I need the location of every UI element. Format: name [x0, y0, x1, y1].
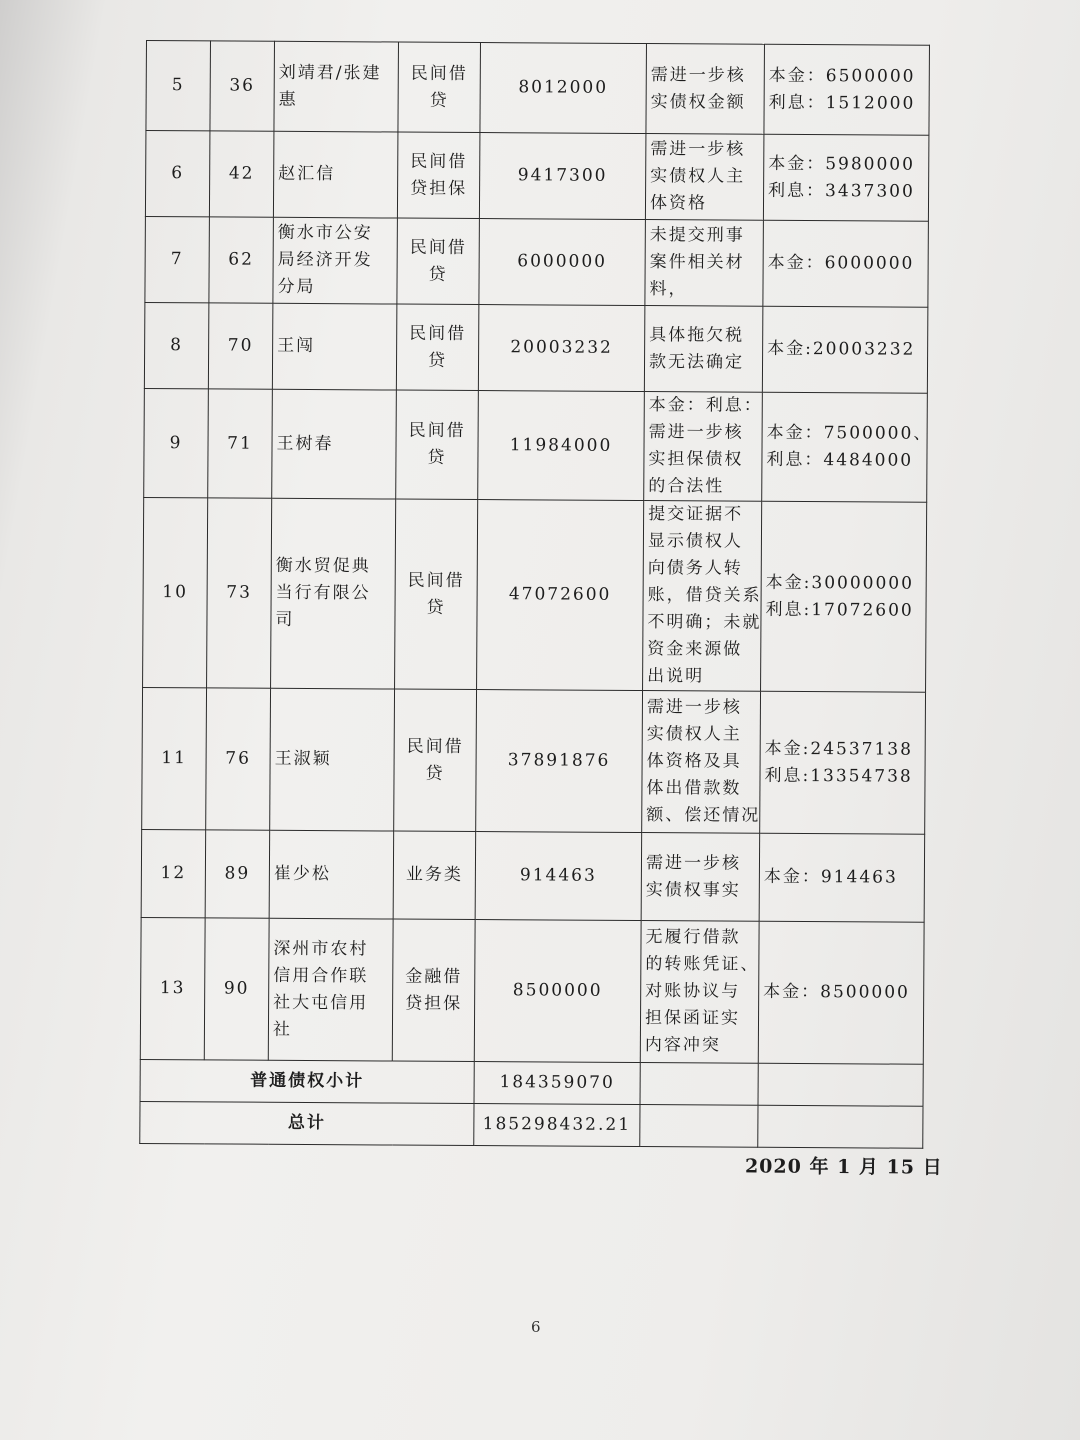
pending-reason-cell-line: 需进一步核 [650, 139, 746, 160]
pending-reason-cell-line: 账，借贷关系 [647, 585, 762, 606]
amount-detail-cell-line: 利息：3437300 [768, 180, 915, 202]
pending-reason-cell-line: 需进一步核 [645, 852, 742, 874]
claim-number-cell: 89 [205, 830, 270, 918]
seq-cell: 5 [146, 41, 211, 131]
creditor-name-cell-line: 社大屯信用 [273, 992, 369, 1013]
claim-amount-cell: 9417300 [479, 133, 646, 220]
creditor-name-cell-line: 王树春 [276, 433, 334, 454]
amount-detail-cell-line: 利息：4484000 [766, 449, 914, 471]
creditor-name-cell-line: 深州市农村 [273, 938, 369, 959]
seq-cell: 8 [144, 302, 209, 388]
amount-detail-cell [762, 306, 928, 393]
subtotal-amount: 184359070 [474, 1062, 640, 1105]
amount-detail-cell-line: 本金:30000000 [765, 572, 915, 594]
amount-detail-cell-line: 本金：8500000 [763, 981, 910, 1003]
document-date: 2020 年 1 月 15 日 [744, 1155, 943, 1179]
table-row [145, 216, 929, 307]
pending-reason-cell-line: 对账协议与 [645, 981, 741, 1002]
claim-type-cell [396, 390, 479, 499]
claim-amount-cell: 11984000 [478, 391, 645, 501]
subtotal-row [140, 1059, 923, 1106]
pending-reason-cell-line: 内容冲突 [644, 1035, 721, 1056]
amount-detail-cell-line: 本金：6000000 [767, 252, 915, 274]
total-row [140, 1101, 923, 1148]
pending-reason-cell-line: 未提交刑事 [649, 225, 745, 246]
claim-type-cell-line: 贷 [427, 447, 447, 468]
pending-reason-cell-line: 体资格及具 [646, 751, 742, 772]
table-row [144, 388, 928, 502]
amount-detail-cell-line: 本金：7500000、 [766, 422, 933, 444]
amount-detail-cell-line: 本金：5980000 [768, 153, 916, 175]
claim-type-cell [392, 919, 475, 1061]
amount-detail-cell [758, 921, 924, 1064]
creditor-name-cell [270, 688, 395, 831]
pending-reason-cell-line: 体资格 [649, 193, 708, 214]
creditor-name-cell [271, 498, 396, 689]
amount-detail-cell-line: 利息:13354738 [764, 765, 913, 787]
claim-type-cell-line: 民间借 [410, 151, 468, 172]
creditor-name-cell-line: 司 [275, 609, 295, 630]
total-empty-reason [640, 1105, 758, 1148]
claim-type-cell-line: 民间借 [409, 323, 467, 344]
pending-reason-cell-line: 实债权事实 [645, 879, 741, 901]
creditor-name-cell [273, 131, 398, 218]
creditor-name-cell [268, 918, 393, 1061]
pending-reason-cell-line: 款无法确定 [648, 351, 745, 373]
seq-cell: 11 [142, 687, 207, 829]
pending-reason-cell-line: 本金：利息： [648, 395, 763, 416]
creditor-name-cell-line: 分局 [277, 276, 316, 298]
creditor-name-cell [274, 41, 399, 132]
claim-type-cell [397, 218, 480, 304]
creditor-name-cell-line: 衡水市公安 [277, 222, 373, 244]
creditor-name-cell-line: 刘靖君/张建 [278, 62, 382, 83]
amount-detail-cell [764, 44, 930, 135]
pending-reason-cell-line: 担保函证实 [644, 1008, 741, 1029]
creditor-name-cell-line: 王闯 [277, 335, 316, 357]
pending-reason-cell [646, 44, 765, 135]
amount-detail-cell [763, 220, 929, 307]
pending-reason-cell [643, 501, 762, 692]
claims-table-body [140, 41, 933, 1065]
creditor-name-cell-line: 衡水贸促典 [275, 555, 371, 577]
claim-amount-cell: 8012000 [480, 43, 647, 134]
creditor-name-cell [273, 217, 398, 304]
claim-type-cell-line: 民间借 [408, 420, 466, 441]
pending-reason-cell-line: 需进一步核 [650, 64, 746, 86]
seq-cell: 6 [145, 131, 210, 217]
pending-reason-cell [645, 220, 764, 307]
claim-amount-cell: 914463 [475, 832, 642, 921]
pending-reason-cell-line: 实担保债权 [648, 449, 744, 470]
pending-reason-cell-line: 具体拖欠税 [649, 324, 745, 346]
pending-reason-cell-line: 料， [649, 279, 688, 300]
seq-cell: 9 [144, 388, 209, 497]
pending-reason-cell [640, 921, 759, 1064]
pending-reason-cell-line: 出说明 [647, 666, 705, 687]
seq-cell: 7 [145, 216, 210, 302]
creditor-name-cell-line: 当行有限公 [275, 582, 371, 604]
table-row [141, 829, 925, 922]
amount-detail-cell-line: 本金:24537138 [764, 738, 914, 760]
claim-type-cell-line: 金融借 [405, 966, 463, 987]
seq-cell: 12 [141, 829, 206, 917]
claim-number-cell: 71 [208, 389, 273, 498]
claim-type-cell-line: 贷 [425, 763, 445, 784]
amount-detail-cell [763, 134, 929, 221]
pending-reason-cell-line: 案件相关材 [649, 252, 745, 273]
pending-reason-cell-line: 显示债权人 [647, 531, 744, 552]
subtotal-empty-reason [640, 1063, 758, 1106]
pending-reason-cell-line: 实债权金额 [650, 91, 746, 113]
subtotal-empty-detail [758, 1063, 923, 1106]
pending-reason-cell-line: 提交证据不 [648, 504, 744, 525]
table-row [140, 917, 924, 1064]
amount-detail-cell-line: 本金:20003232 [767, 338, 916, 360]
claim-number-cell: 76 [206, 688, 271, 830]
claim-type-cell-line: 贷 [428, 264, 448, 285]
claim-number-cell: 73 [207, 498, 272, 688]
creditor-name-cell [269, 830, 394, 919]
amount-detail-cell [760, 691, 926, 834]
claim-type-cell [398, 42, 481, 132]
claim-amount-cell: 20003232 [478, 305, 645, 392]
claim-type-cell-line: 民间借 [406, 736, 464, 757]
amount-detail-cell-line: 利息:17072600 [765, 599, 914, 621]
pending-reason-cell [642, 691, 761, 834]
claim-type-cell [397, 132, 480, 218]
claim-number-cell: 90 [204, 918, 269, 1060]
seq-cell: 13 [140, 917, 205, 1059]
claims-table [139, 40, 933, 1149]
pending-reason-cell [645, 134, 764, 221]
pending-reason-cell-line: 的转账凭证、 [645, 954, 760, 975]
table-row [143, 497, 927, 692]
creditor-name-cell-line: 王淑颖 [274, 748, 332, 770]
pending-reason-cell-line: 实债权人主 [650, 166, 746, 187]
claim-type-cell-line: 民间借 [407, 570, 465, 591]
creditor-name-cell-line: 局经济开发 [277, 249, 373, 271]
pending-reason-cell-line: 无履行借款 [645, 927, 741, 948]
claim-type-cell [395, 499, 478, 689]
total-label: 总计 [140, 1101, 474, 1145]
pending-reason-cell [644, 392, 763, 502]
claim-amount-cell: 6000000 [479, 219, 646, 306]
claim-type-cell-line: 贷担保 [410, 178, 468, 199]
table-row [145, 131, 929, 222]
page-number: 6 [531, 1318, 541, 1336]
claim-type-cell [393, 831, 476, 919]
pending-reason-cell-line: 需进一步核 [648, 422, 744, 443]
table-row [144, 302, 928, 393]
pending-reason-cell-line: 需进一步核 [646, 697, 742, 718]
table-row [146, 41, 930, 136]
amount-detail-cell-line: 利息：1512000 [768, 92, 916, 114]
claim-type-cell-line: 贷担保 [405, 993, 463, 1014]
table-row [142, 687, 926, 834]
claim-type-cell-line: 业务类 [405, 864, 463, 885]
creditor-name-cell [272, 389, 397, 499]
amount-detail-cell [759, 833, 925, 922]
claim-number-cell: 36 [210, 41, 275, 131]
creditor-name-cell-line: 崔少松 [273, 863, 331, 885]
total-empty-detail [758, 1105, 923, 1148]
creditor-name-cell-line: 赵汇信 [278, 163, 336, 185]
amount-detail-cell-line: 本金：6500000 [768, 65, 916, 87]
claim-type-cell-line: 贷 [429, 90, 449, 111]
claim-amount-cell: 8500000 [474, 920, 641, 1063]
creditor-name-cell-line: 信用合作联 [273, 965, 369, 986]
claim-type-cell-line: 贷 [426, 597, 446, 618]
pending-reason-cell-line: 不明确；未就 [647, 612, 762, 633]
total-amount: 185298432.21 [474, 1104, 640, 1147]
pending-reason-cell-line: 额、偿还情况 [646, 805, 761, 826]
claim-type-cell-line: 贷 [427, 350, 448, 371]
pending-reason-cell [644, 306, 763, 393]
pending-reason-cell-line: 的合法性 [648, 476, 725, 497]
claim-number-cell: 42 [209, 131, 274, 217]
claim-number-cell: 62 [209, 217, 274, 303]
pending-reason-cell-line: 体出借款数 [646, 778, 742, 799]
seq-cell: 10 [143, 497, 208, 687]
creditor-name-cell-line: 惠 [278, 89, 298, 110]
claim-type-cell [396, 304, 479, 390]
creditor-name-cell [272, 303, 397, 390]
claim-type-cell [394, 689, 477, 831]
subtotal-label: 普通债权小计 [140, 1059, 474, 1103]
pending-reason-cell-line: 向债务人转 [647, 558, 743, 579]
creditor-name-cell-line: 社 [272, 1019, 293, 1040]
pending-reason-cell-line: 资金来源做 [647, 639, 743, 660]
amount-detail-cell-line: 本金：914463 [763, 866, 898, 888]
claim-amount-cell: 47072600 [477, 500, 644, 691]
pending-reason-cell [641, 833, 760, 922]
amount-detail-cell [761, 501, 927, 692]
claim-type-cell-line: 民间借 [410, 63, 468, 84]
pending-reason-cell-line: 实债权人主 [646, 724, 742, 745]
claim-amount-cell: 37891876 [476, 690, 643, 833]
claim-number-cell: 70 [208, 303, 273, 389]
amount-detail-cell [762, 392, 933, 502]
claim-type-cell-line: 民间借 [409, 237, 467, 258]
